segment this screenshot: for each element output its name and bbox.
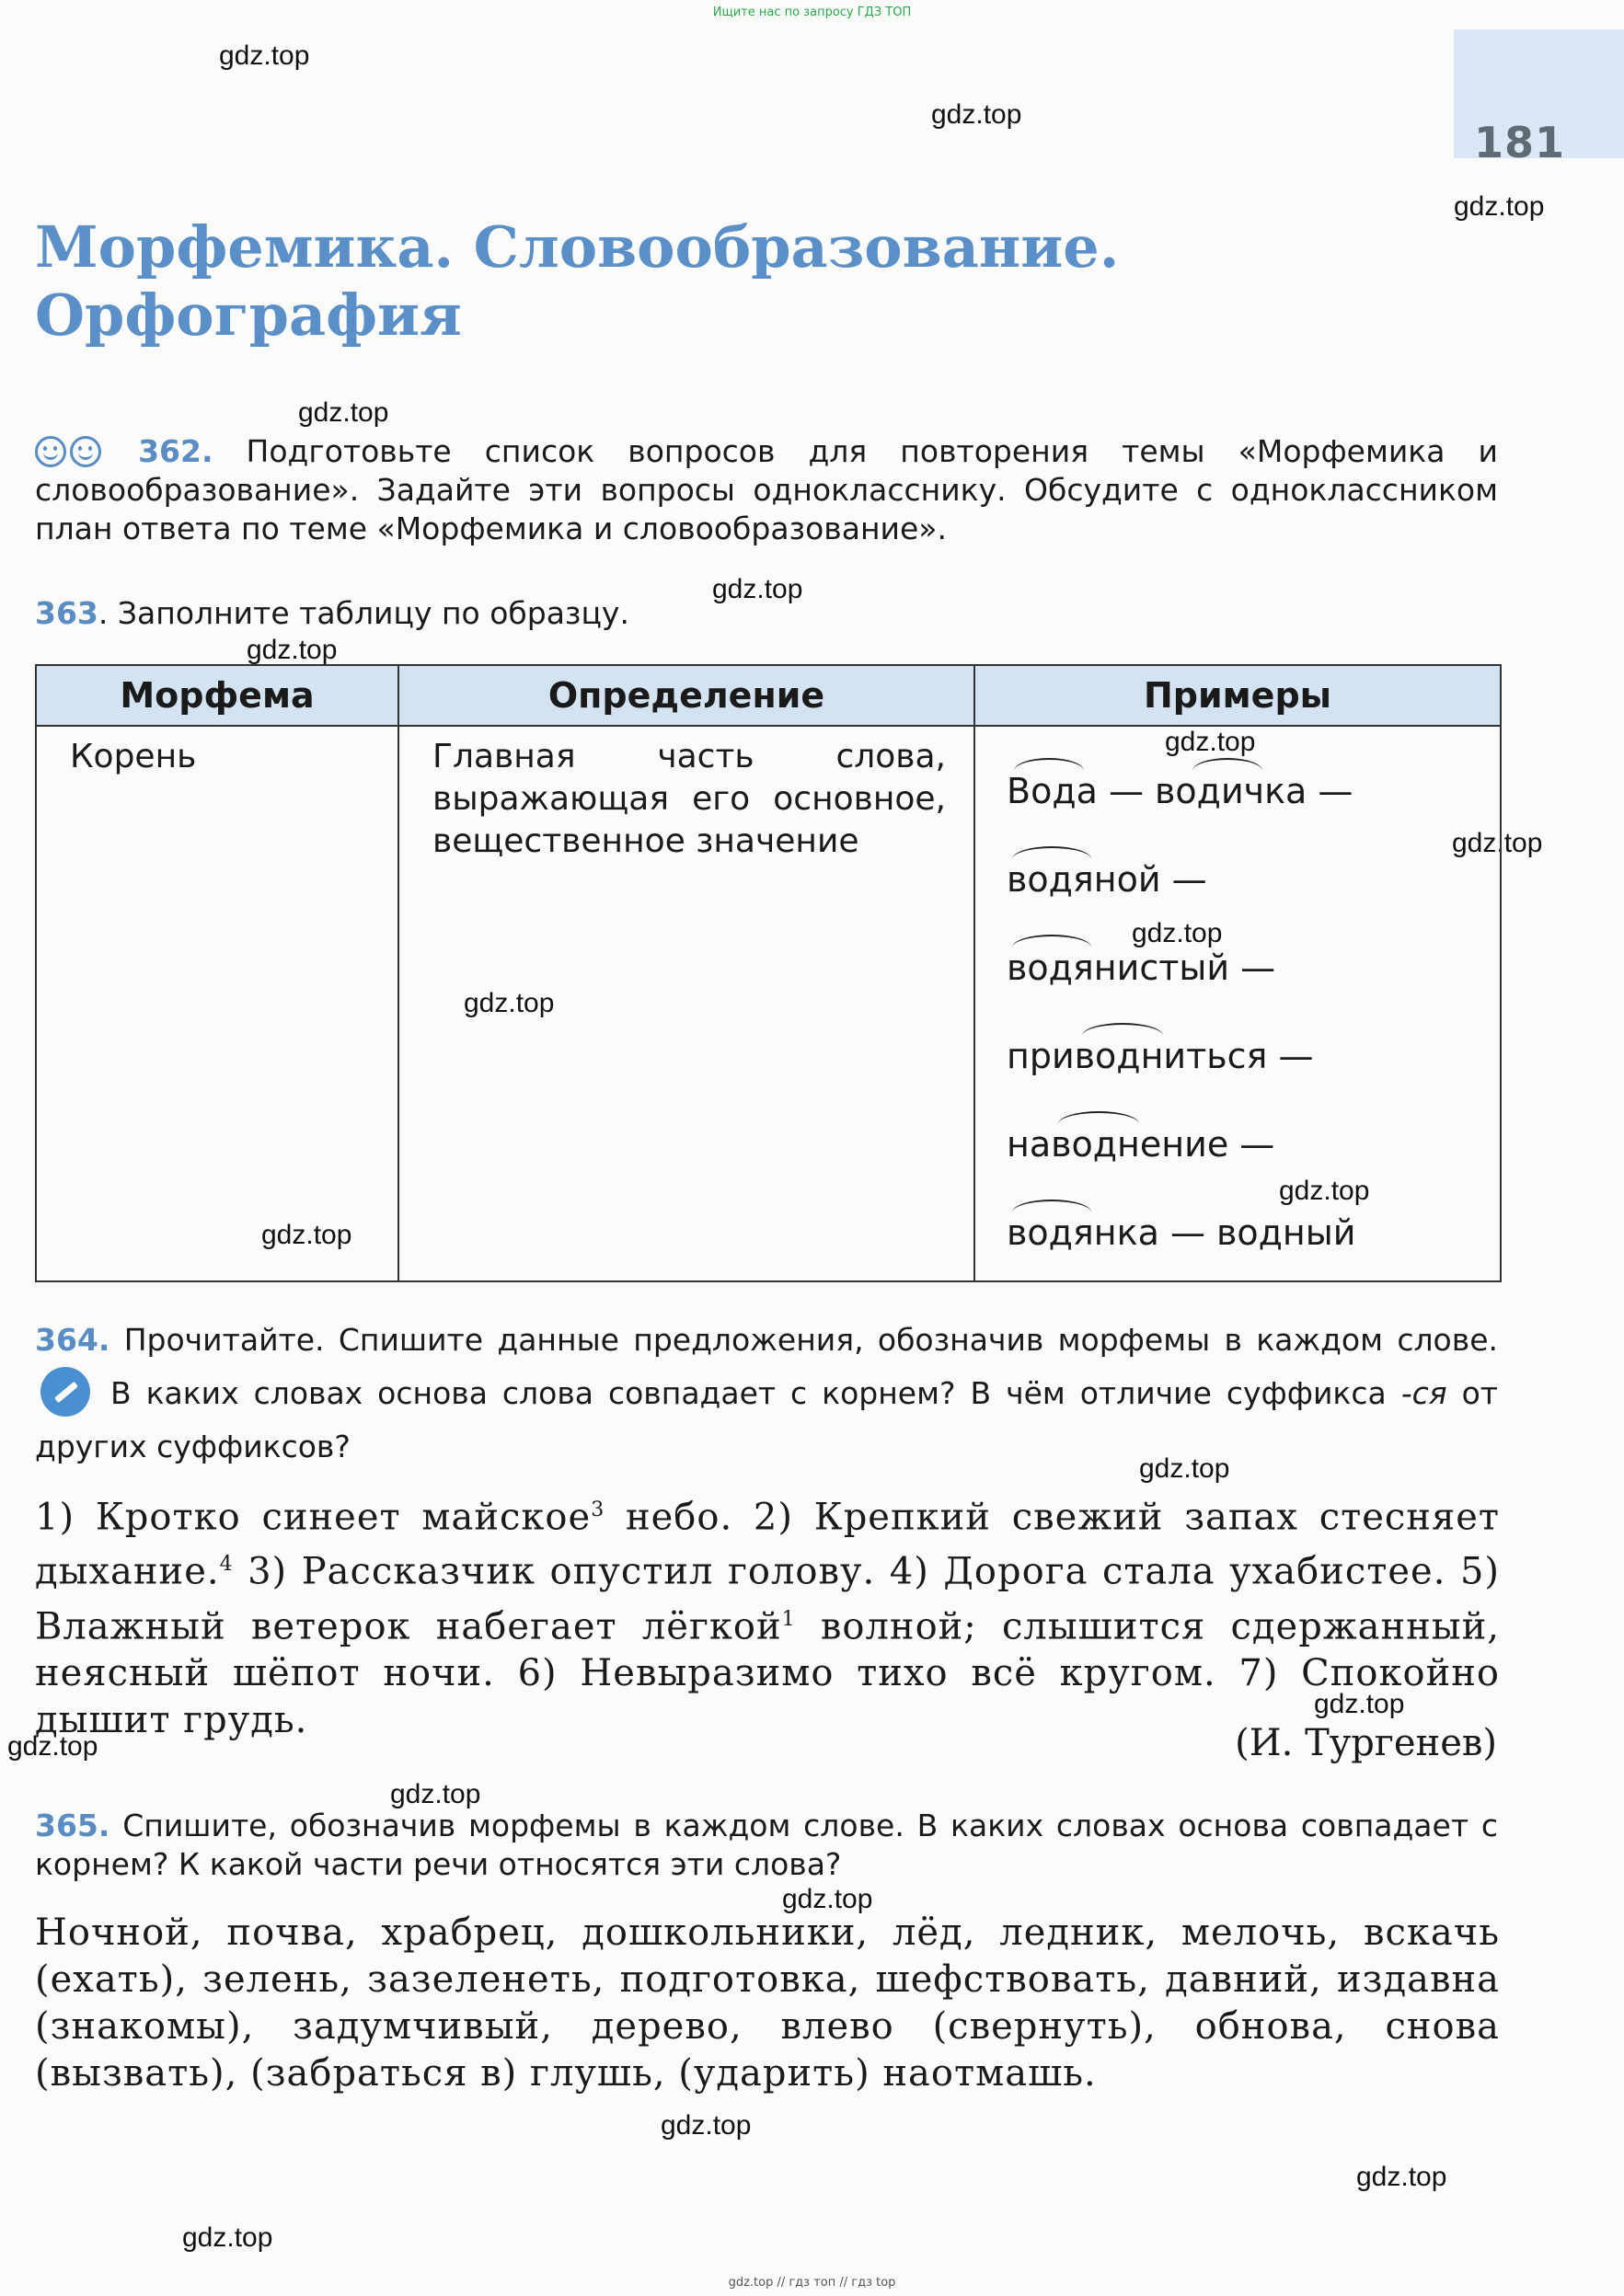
exercise-text: Подготовьте список вопросов для повторения темы «Морфемика и словообразование». Задайте эти вопросы однокласснику. Обсудите с одноклассником план ответа по теме «Морфемика и словообразование».: [35, 433, 1498, 546]
section-title-line-1: Морфемика. Словообразование.: [35, 213, 1120, 281]
exercise-text: Спишите, обозначив морфемы в каждом слове. В каких словах основа совпадает с корнем? К какой части речи относятся эти слова?: [35, 1808, 1498, 1882]
bottom-note: gdz.top // гдз топ // гдз top: [728, 2276, 896, 2290]
watermark: gdz.top: [7, 1731, 98, 1762]
exercise-number: 364.: [35, 1322, 110, 1358]
watermark: gdz.top: [298, 397, 389, 428]
watermark: gdz.top: [247, 635, 338, 665]
morpheme-table: [35, 664, 1502, 1282]
watermark: gdz.top: [261, 1220, 352, 1250]
exercise-number: 365.: [35, 1808, 110, 1843]
watermark: gdz.top: [1165, 727, 1256, 757]
example-line: водянистый —: [975, 903, 1500, 992]
exercise-365: [35, 1807, 1498, 1884]
section-title: [35, 213, 1213, 350]
pencil-icon: [40, 1367, 90, 1417]
watermark: gdz.top: [712, 574, 803, 604]
watermark: gdz.top: [1139, 1453, 1230, 1484]
author-attribution: (И. Тургенев): [1235, 1722, 1497, 1764]
page-number: 181: [1474, 118, 1566, 167]
exercise-text: В каких словах основа слова совпадает с корнем? В чём отличие суффикса: [109, 1375, 1387, 1411]
tурgenev-sentences: 1) Кротко синеет майское$^3$ небо. 2) Крепкий свежий запах стесняет дыхание.$^4$ 3) Рассказчик опустил голову. 4) Дорога стала ухабистее. 5) Влажный ветерок набегает лёгкой$^1$ волной; слышится сдержанный, неясный шёпот ночи. 6) Невыразимо тихо всё кругом. 7) Спокойно дышит грудь.: [35, 1496, 1501, 1741]
example-line: водянка — водный: [975, 1168, 1500, 1257]
watermark: gdz.top: [782, 1884, 873, 1914]
word-list: Ночной, почва, храбрец, дошкольники, лёд, ледник, мелочь, вскачь (ехать), зелень, зазеленеть, подготовка, шефствовать, давний, издавна (знакомы), задумчивый, дерево, влево (свернуть), обнова, снова (вызвать), (забраться в) глушь, (ударить) наотмашь.: [35, 1911, 1500, 2095]
watermark: gdz.top: [1452, 828, 1543, 858]
example-line: приводниться —: [975, 992, 1500, 1080]
suffix-text: -ся: [1400, 1375, 1447, 1411]
exercise-364: [35, 1314, 1498, 1474]
watermark: gdz.top: [1132, 918, 1223, 948]
top-search-note: Ищите нас по запросу ГДЗ ТОП: [712, 6, 912, 19]
exercise-362: [35, 432, 1498, 548]
watermark: gdz.top: [931, 99, 1022, 130]
example-line: Вода — водичка —: [975, 727, 1500, 815]
pair-work-icon: [35, 436, 66, 467]
example-line: наводнение —: [975, 1080, 1500, 1168]
exercise-text: . Заполните таблицу по образцу.: [98, 595, 629, 631]
table-cell-examples: [975, 727, 1500, 1257]
section-title-line-2: Орфография: [35, 281, 462, 349]
exercise-number: 363: [35, 595, 98, 631]
watermark: gdz.top: [661, 2110, 752, 2141]
watermark: gdz.top: [1279, 1176, 1370, 1206]
table-header-definition: Определение: [398, 665, 974, 726]
table-cell-definition: Главная часть слова, выражающая его основное, вещественное значение: [432, 738, 946, 860]
pair-work-icon: [70, 436, 101, 467]
table-header-morpheme: Морфема: [36, 665, 398, 726]
table-header-examples: Примеры: [974, 665, 1501, 726]
example-line: водяной —: [975, 815, 1500, 903]
watermark: gdz.top: [464, 988, 555, 1018]
watermark: gdz.top: [1454, 191, 1545, 222]
exercise-363: [35, 594, 1498, 633]
watermark: gdz.top: [219, 40, 310, 71]
table-cell-morpheme: Корень: [70, 738, 197, 775]
exercise-text: Прочитайте. Спишите данные предложения, обозначив морфемы в каждом слове.: [123, 1322, 1498, 1358]
watermark: gdz.top: [1314, 1689, 1405, 1719]
exercise-text: от других суффиксов?: [35, 1375, 1498, 1464]
watermark: gdz.top: [182, 2222, 273, 2253]
watermark: gdz.top: [390, 1779, 481, 1809]
exercise-number: 362.: [138, 433, 213, 469]
watermark: gdz.top: [1356, 2162, 1447, 2192]
